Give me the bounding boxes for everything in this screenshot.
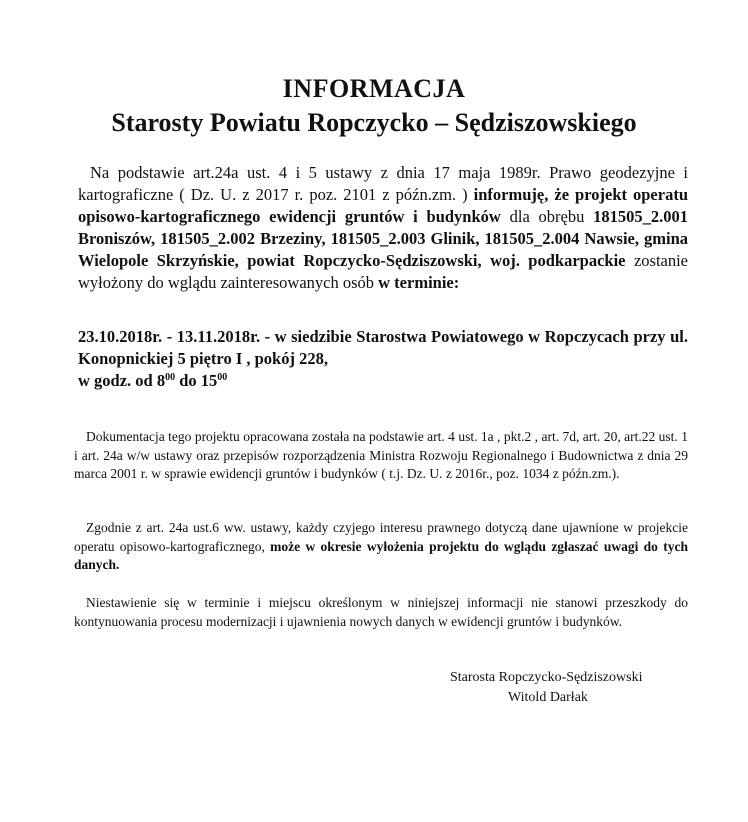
dates-location-paragraph bbox=[78, 326, 688, 392]
documentation-paragraph: Dokumentacja tego projektu opracowana została na podstawie art. 4 ust. 1a , pkt.2 , art. 7d, art. 20, art.22 ust. 1 i art. 24a w/w ustawy oraz przepisów rozporządzenia Ministra Rozwoju Regionalnego i Budownictwa z dnia 29 marca 2001 r. w sprawie ewidencji gruntów i budynków ( t.j. Dz. U. z 2016r., poz. 1034 z późn.zm.). bbox=[74, 429, 688, 481]
display-text: zostanie wyłożony do wglądu zainteresowanych osób bbox=[78, 251, 689, 292]
objections-text: Zgodnie z art. 24a ust.6 ww. ustawy, każdy czyjego interesu prawnego dotyczą dane ujawnione w projekcie operatu opisowo-kartograficznego, bbox=[74, 520, 688, 554]
document-subtitle: Starosty Powiatu Ropczycko – Sędziszowskiego bbox=[111, 108, 637, 137]
deadline-label: w terminie: bbox=[378, 273, 460, 292]
dates-location-text: 23.10.2018r. - 13.11.2018r. - w siedzibie Starostwa Powiatowego w Ropczycach przy ul. Konopnickiej 5 piętro I , pokój 228, bbox=[78, 327, 688, 368]
hours-from-minutes: 00 bbox=[165, 372, 176, 383]
legal-basis-paragraph bbox=[78, 162, 688, 294]
hours-mid: do 15 bbox=[175, 371, 218, 390]
objections-bold-text: może w okresie wyłożenia projektu do wglądu zgłaszać uwagi do tych danych. bbox=[74, 538, 688, 572]
hours-to-minutes: 00 bbox=[217, 372, 228, 383]
intro-text: Na podstawie art.24a ust. 4 i 5 ustawy z dnia 17 maja 1989r. Prawo geodezyjne i kartograficzne ( Dz. U. z 2017 r. poz. 2101 z późn.zm. ) bbox=[78, 163, 688, 204]
absence-paragraph: Niestawienie się w terminie i miejscu określonym w niniejszej informacji nie stanowi przeszkody do kontynuowania procesu modernizacji i ujawnienia nowych danych w ewidencji gruntów i budynków. bbox=[74, 595, 688, 629]
hours-prefix: w godz. od 8 bbox=[78, 371, 166, 390]
precinct-list: 181505_2.001 Broniszów, 181505_2.002 Brzeziny, 181505_2.003 Glinik, 181505_2.004 Nawsie, gmina Wielopole Skrzyńskie, powiat Ropczycko-Sędziszowski, woj. podkarpackie bbox=[78, 207, 688, 270]
signature-role: Starosta Ropczycko-Sędziszowski bbox=[450, 670, 643, 685]
precinct-prefix: dla obrębu bbox=[500, 207, 594, 226]
document-title: INFORMACJA bbox=[282, 74, 466, 103]
objections-paragraph bbox=[74, 519, 688, 575]
announcement-text: informuję, że projekt operatu opisowo-kartograficznego ewidencji gruntów i budynków bbox=[78, 185, 689, 226]
signature-name: Witold Darłak bbox=[508, 690, 588, 705]
office-hours bbox=[78, 370, 688, 392]
